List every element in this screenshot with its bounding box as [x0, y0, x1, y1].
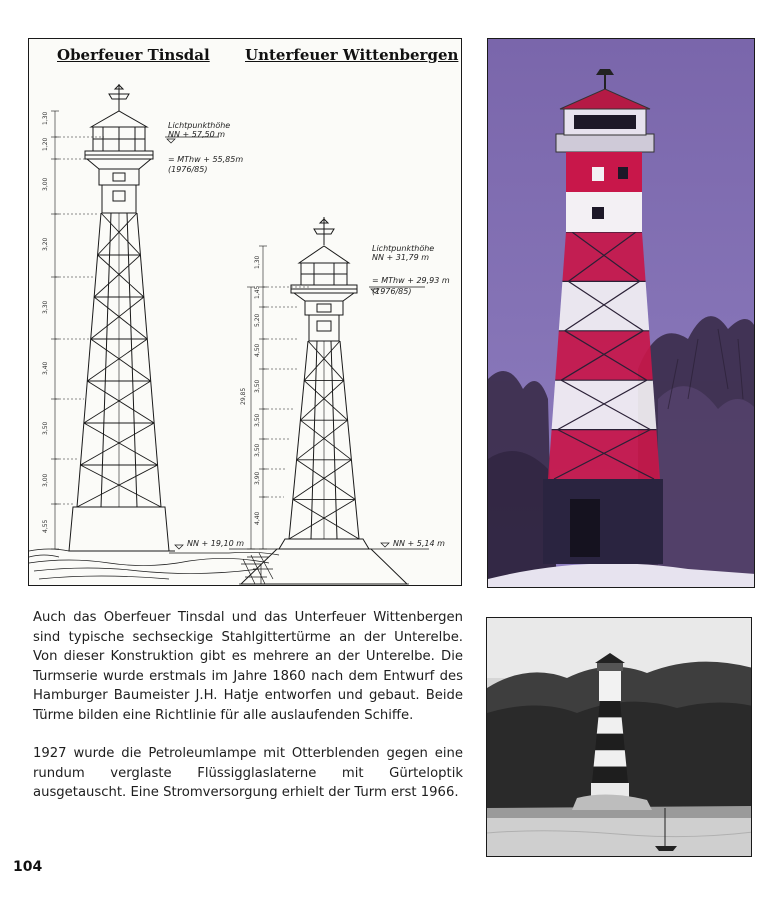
svg-text:29,85: 29,85 — [240, 387, 247, 405]
photo-black-white-lighthouse — [486, 617, 752, 857]
svg-text:3,50: 3,50 — [42, 421, 49, 435]
title-oberfeuer-tinsdal: Oberfeuer Tinsdal — [57, 46, 210, 64]
svg-text:1,20: 1,20 — [42, 137, 49, 151]
article-body — [33, 608, 463, 803]
svg-text:3,50: 3,50 — [254, 413, 261, 427]
tinsdal-light-height-year: (1976/85) — [168, 165, 208, 174]
wittenbergen-light-height-nn: NN + 31,79 m — [372, 253, 429, 262]
tower-elevation-drawings — [29, 39, 462, 586]
lighthouse-technical-drawing — [28, 38, 462, 586]
svg-text:5,20: 5,20 — [254, 313, 261, 327]
svg-text:3,30: 3,30 — [42, 300, 49, 314]
wittenbergen-light-height-year: (1976/85) — [372, 287, 412, 296]
tinsdal-light-height-label: Lichtpunkthöhe — [168, 121, 231, 130]
svg-text:1,30: 1,30 — [42, 111, 49, 125]
paragraph-1: Auch das Oberfeuer Tinsdal und das Unterfeuer Wittenbergen sind typische sechseckige Stahlgittertürme an der Unterelbe. Von dieser Konstruktion gibt es mehrere an der Unterelbe. Die Turmserie wurde erstmals im Jahre 1860 nach dem Entwurf des Hamburger Baumeister J.H. Hatje entworfen und gebaut. Beide Türme bilden eine Richtlinie für alle auslaufenden Schiffe. — [33, 610, 463, 723]
svg-text:4,55: 4,55 — [42, 519, 49, 533]
historic-lighthouse-illustration — [487, 618, 752, 857]
photo-red-white-lighthouse — [487, 38, 755, 588]
svg-text:3,20: 3,20 — [42, 237, 49, 251]
svg-text:3,90: 3,90 — [254, 471, 261, 485]
svg-text:3,50: 3,50 — [254, 443, 261, 457]
svg-text:1,45: 1,45 — [254, 285, 261, 299]
tinsdal-light-height-mthw: = MThw + 55,85m — [168, 155, 244, 164]
svg-text:3,00: 3,00 — [42, 473, 49, 487]
page-number: 104 — [13, 859, 43, 875]
wittenbergen-light-height-label: Lichtpunkthöhe — [372, 244, 435, 253]
title-unterfeuer-wittenbergen: Unterfeuer Wittenbergen — [245, 46, 459, 64]
wittenbergen-base-level: NN + 5,14 m — [393, 539, 445, 548]
svg-text:1,30: 1,30 — [254, 255, 261, 269]
svg-text:3,00: 3,00 — [42, 177, 49, 191]
svg-text:3,50: 3,50 — [254, 379, 261, 393]
tinsdal-base-level: NN + 19,10 m — [187, 539, 244, 548]
tinsdal-light-height-nn: NN + 57,50 m — [168, 130, 225, 139]
wittenbergen-light-height-mthw: = MThw + 29,93 m — [372, 276, 450, 285]
svg-text:4,40: 4,40 — [254, 511, 261, 525]
svg-text:3,40: 3,40 — [42, 361, 49, 375]
lighthouse-photo-illustration — [488, 39, 755, 588]
svg-text:4,50: 4,50 — [254, 343, 261, 357]
paragraph-2: 1927 wurde die Petroleumlampe mit Otterblenden gegen eine rundum verglaste Flüssigglaslaterne mit Gürteloptik ausgetauscht. Eine Stromversorgung erhielt der Turm erst 1966. — [33, 746, 463, 800]
